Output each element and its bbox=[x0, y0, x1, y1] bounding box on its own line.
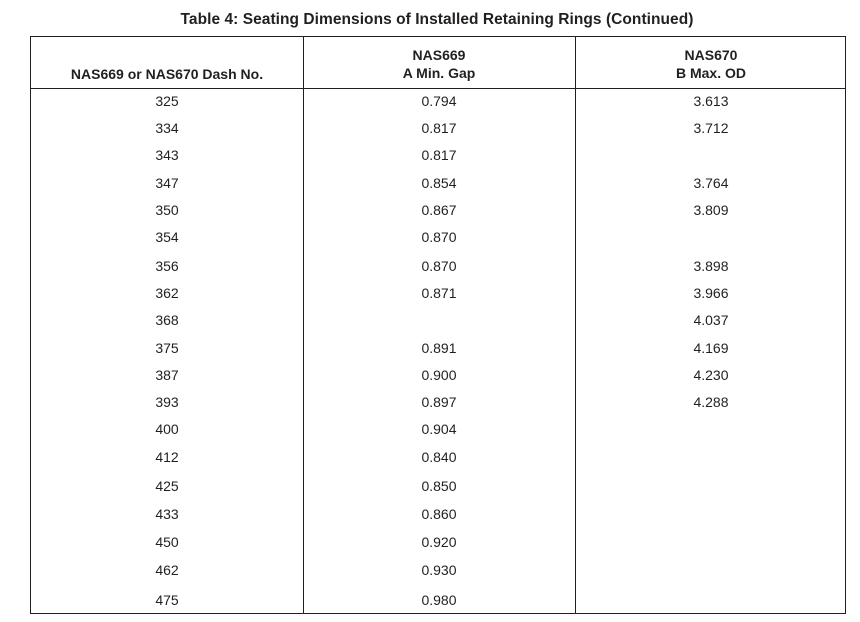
cell-dash: 368 bbox=[155, 312, 179, 328]
header-max-od-line1: NAS670 bbox=[684, 47, 738, 63]
cell-od bbox=[575, 534, 847, 550]
cell-gap: 0.867 bbox=[421, 202, 457, 218]
header-dash-no bbox=[31, 65, 303, 83]
cell-gap: 0.854 bbox=[421, 175, 457, 191]
header-max-od-line2: B Max. OD bbox=[675, 65, 746, 81]
cell-dash: 450 bbox=[155, 534, 179, 550]
cell-gap: 0.900 bbox=[421, 367, 457, 383]
cell-od bbox=[575, 478, 847, 494]
cell-gap: 0.840 bbox=[421, 449, 457, 465]
cell-gap: 0.817 bbox=[421, 147, 457, 163]
cell-od: 3.898 bbox=[693, 258, 729, 274]
cell-gap: 0.871 bbox=[421, 285, 457, 301]
seating-dimensions-table bbox=[30, 36, 846, 614]
cell-od: 4.037 bbox=[693, 312, 729, 328]
cell-od: 3.764 bbox=[693, 175, 729, 191]
cell-dash: 334 bbox=[155, 120, 179, 136]
cell-gap: 0.850 bbox=[421, 478, 457, 494]
cell-gap: 0.891 bbox=[421, 340, 457, 356]
cell-dash: 400 bbox=[155, 421, 179, 437]
cell-gap: 0.904 bbox=[421, 421, 457, 437]
cell-dash: 375 bbox=[155, 340, 179, 356]
header-max-od bbox=[575, 46, 847, 82]
cell-gap: 0.930 bbox=[421, 562, 457, 578]
cell-gap: 0.794 bbox=[421, 93, 457, 109]
cell-dash: 354 bbox=[155, 229, 179, 245]
cell-dash: 347 bbox=[155, 175, 179, 191]
table-title: Table 4: Seating Dimensions of Installed Retaining Rings (Continued) bbox=[180, 11, 694, 28]
cell-od bbox=[575, 562, 847, 578]
cell-od bbox=[575, 147, 847, 163]
header-min-gap-line2: A Min. Gap bbox=[402, 65, 476, 81]
cell-od: 4.230 bbox=[693, 367, 729, 383]
cell-dash: 412 bbox=[155, 449, 179, 465]
cell-od bbox=[575, 229, 847, 245]
cell-dash: 356 bbox=[155, 258, 179, 274]
cell-od: 4.169 bbox=[693, 340, 729, 356]
cell-od bbox=[575, 592, 847, 608]
header-dash-no-label: NAS669 or NAS670 Dash No. bbox=[70, 66, 264, 82]
cell-od: 3.809 bbox=[693, 202, 729, 218]
cell-dash: 350 bbox=[155, 202, 179, 218]
cell-dash: 433 bbox=[155, 506, 179, 522]
cell-od: 3.966 bbox=[693, 285, 729, 301]
cell-dash: 362 bbox=[155, 285, 179, 301]
cell-dash: 462 bbox=[155, 562, 179, 578]
header-min-gap-line1: NAS669 bbox=[412, 47, 466, 63]
cell-gap: 0.980 bbox=[421, 592, 457, 608]
cell-od bbox=[575, 506, 847, 522]
cell-gap: 0.920 bbox=[421, 534, 457, 550]
cell-od: 3.712 bbox=[693, 120, 729, 136]
cell-gap: 0.870 bbox=[421, 229, 457, 245]
header-divider bbox=[31, 88, 845, 89]
cell-dash: 325 bbox=[155, 93, 179, 109]
cell-od: 4.288 bbox=[693, 394, 729, 410]
cell-gap: 0.817 bbox=[421, 120, 457, 136]
cell-dash: 387 bbox=[155, 367, 179, 383]
cell-gap: 0.870 bbox=[421, 258, 457, 274]
cell-gap: 0.860 bbox=[421, 506, 457, 522]
cell-od bbox=[575, 421, 847, 437]
cell-dash: 425 bbox=[155, 478, 179, 494]
cell-dash: 393 bbox=[155, 394, 179, 410]
cell-dash: 343 bbox=[155, 147, 179, 163]
cell-gap: 0.897 bbox=[421, 394, 457, 410]
cell-gap bbox=[303, 312, 575, 328]
header-min-gap bbox=[303, 46, 575, 82]
cell-od: 3.613 bbox=[693, 93, 729, 109]
cell-dash: 475 bbox=[155, 592, 179, 608]
cell-od bbox=[575, 449, 847, 465]
